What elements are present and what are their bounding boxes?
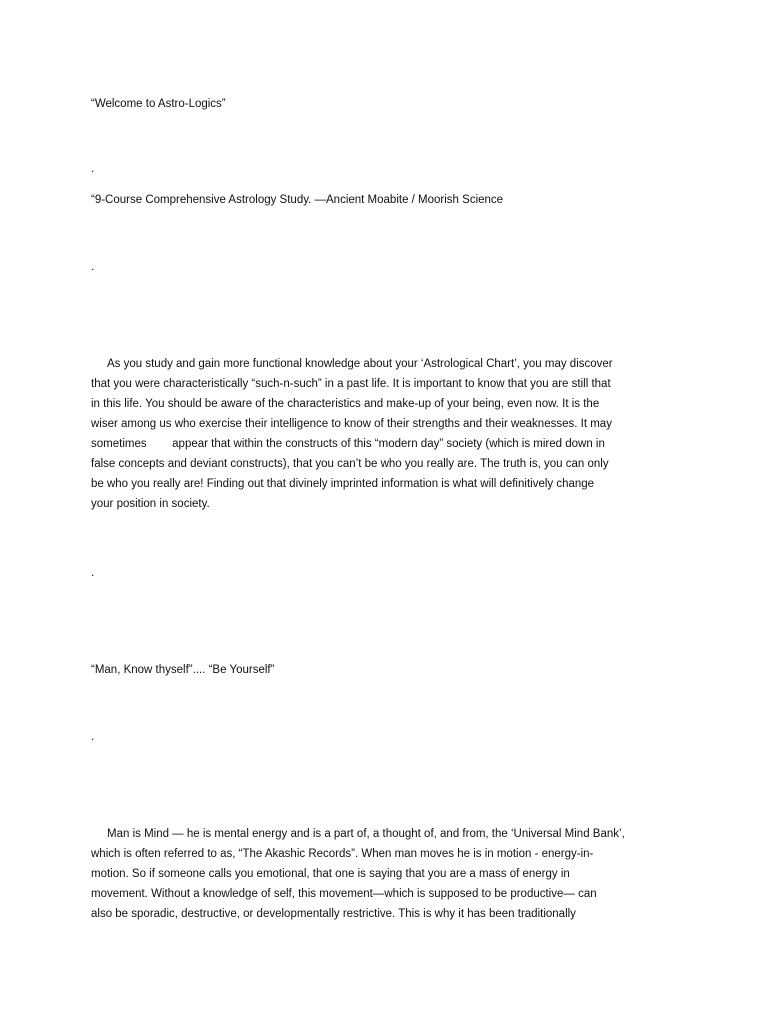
quote-line: “Man, Know thyself”.... “Be Yourself” (91, 664, 275, 676)
paragraph-line: also be sporadic, destructive, or developmentally restrictive. This is why it has been traditionally (91, 908, 576, 920)
separator-dot: . (91, 161, 95, 175)
paragraph-line: which is often referred to as, “The Akashic Records”. When man moves he is in motion - energy-in- (91, 848, 594, 860)
paragraph-man-is-mind (91, 824, 671, 924)
paragraph-line: sometimes appear that within the constructs of this “modern day” society (which is mired down in (91, 438, 605, 450)
paragraph-astrological-chart (91, 354, 671, 514)
document-title: “Welcome to Astro-Logics” (91, 98, 226, 110)
separator-dot: . (91, 565, 95, 579)
document-subtitle: “9-Course Comprehensive Astrology Study. —Ancient Moabite / Moorish Science (91, 194, 504, 206)
paragraph-line: in this life. You should be aware of the characteristics and make-up of your being, even now. It is the (91, 398, 600, 410)
paragraph-line: false concepts and deviant constructs), that you can’t be who you really are. The truth is, you can only (91, 458, 609, 470)
paragraph-line: motion. So if someone calls you emotional, that one is saying that you are a mass of energy in (91, 868, 570, 880)
paragraph-line: that you were characteristically “such-n-such” in a past life. It is important to know that you are still that (91, 378, 611, 390)
separator-dot: . (91, 259, 95, 273)
paragraph-line: As you study and gain more functional knowledge about your ‘Astrological Chart’, you may discover (107, 358, 613, 370)
paragraph-line: movement. Without a knowledge of self, this movement—which is supposed to be productive— can (91, 888, 597, 900)
paragraph-line: wiser among us who exercise their intelligence to know of their strengths and their weaknesses. It may (91, 418, 612, 430)
paragraph-line: your position in society. (91, 498, 210, 510)
paragraph-line: Man is Mind — he is mental energy and is a part of, a thought of, and from, the ‘Universal Mind Bank’, (107, 828, 625, 840)
separator-dot: . (91, 729, 95, 743)
paragraph-line: be who you really are! Finding out that divinely imprinted information is what will definitively change (91, 478, 595, 490)
